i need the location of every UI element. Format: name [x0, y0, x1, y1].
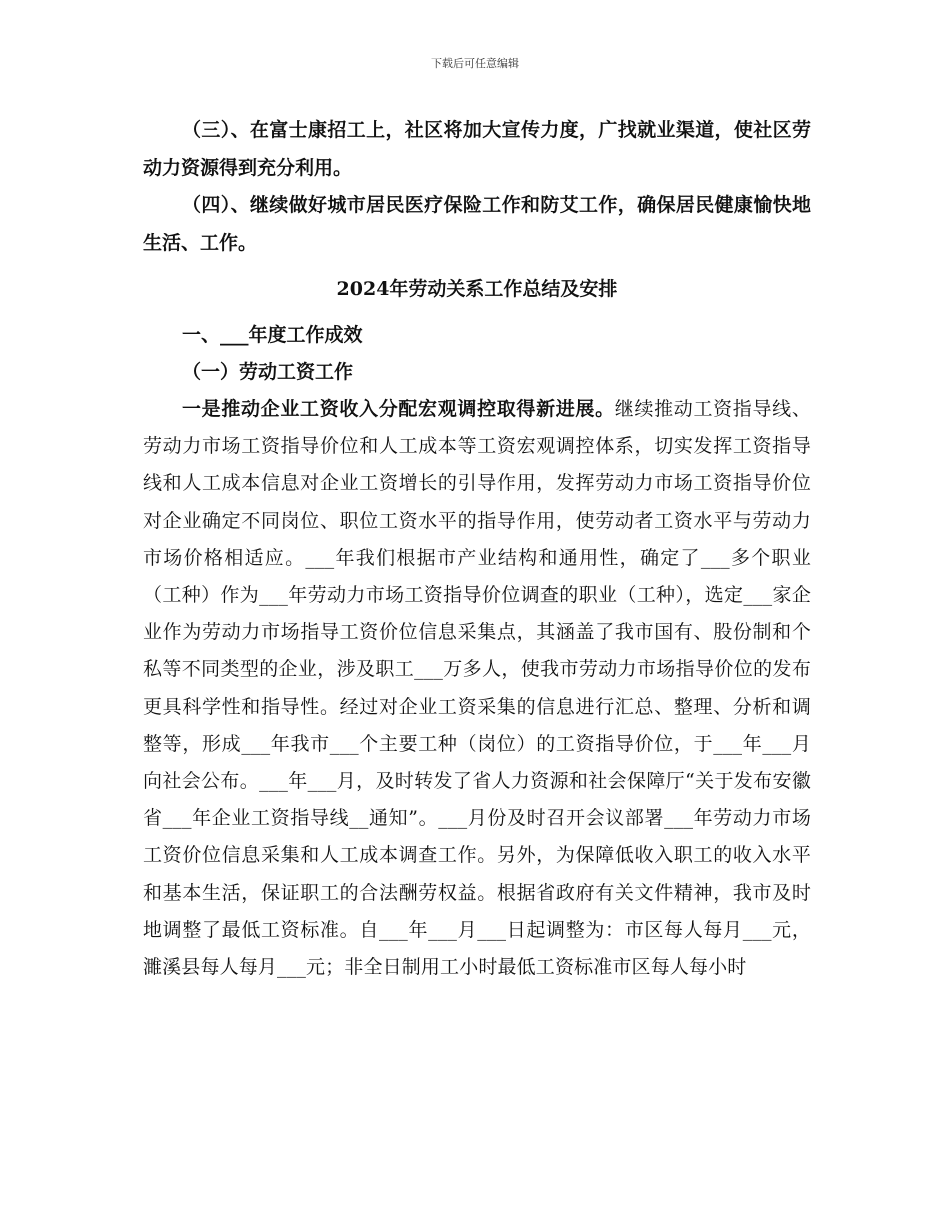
header-note: 下载后可任意编辑 — [431, 57, 519, 70]
body-paragraph — [143, 391, 811, 986]
body-text: 继续推动工资指导线、劳动力市场工资指导价位和人工成本等工资宏观调控体系，切实发挥工资指导线和人工成本信息对企业工资增长的引导作用，发挥劳动力市场工资指导价位对企业确定不同岗位、职位工资水平的指导作用，使劳动者工资水平与劳动力市场价格相适应。___年我们根据市产业结构和通用性，确定了___多个职业（工种）作为___年劳动力市场工资指导价位调查的职业（工种），选定___家企业作为劳动力市场指导工资价位信息采集点，其涵盖了我市国有、股份制和个私等不同类型的企业，涉及职工___万多人，使我市劳动力市场指导价位的发布更具科学性和指导性。经过对企业工资采集的信息进行汇总、整理、分析和调整等，形成___年我市___个主要工种（岗位）的工资指导价位，于___年___月向社会公布。___年___月，及时转发了省人力资源和社会保障厅“关于发布安徽省___年企业工资指导线__通知”。___月份及时召开会议部署___年劳动力市场工资价位信息采集和人工成本调查工作。另外，为保障低收入职工的收入水平和基本生活，保证职工的合法酬劳权益。根据省政府有关文件精神，我市及时地调整了最低工资标准。自___年___月___日起调整为：市区每人每月___元，濉溪县每人每月___元；非全日制用工小时最低工资标准市区每人每小时 — [143, 398, 811, 979]
subsection-heading: （一）劳动工资工作 — [182, 361, 354, 383]
paragraph-three: （三）、在富士康招工上，社区将加大宣传力度，广找就业渠道，使社区劳动力资源得到充分利用。 — [143, 119, 811, 179]
document-title: 2024年劳动关系工作总结及安排 — [336, 278, 618, 300]
document-body — [143, 112, 811, 986]
body-lead: 一是推动企业工资收入分配宏观调控取得新进展。 — [182, 398, 615, 420]
section-heading: 一、___年度工作成效 — [182, 324, 363, 346]
paragraph-four: （四）、继续做好城市居民医疗保险工作和防艾工作，确保居民健康愉快地生活、工作。 — [143, 194, 811, 254]
